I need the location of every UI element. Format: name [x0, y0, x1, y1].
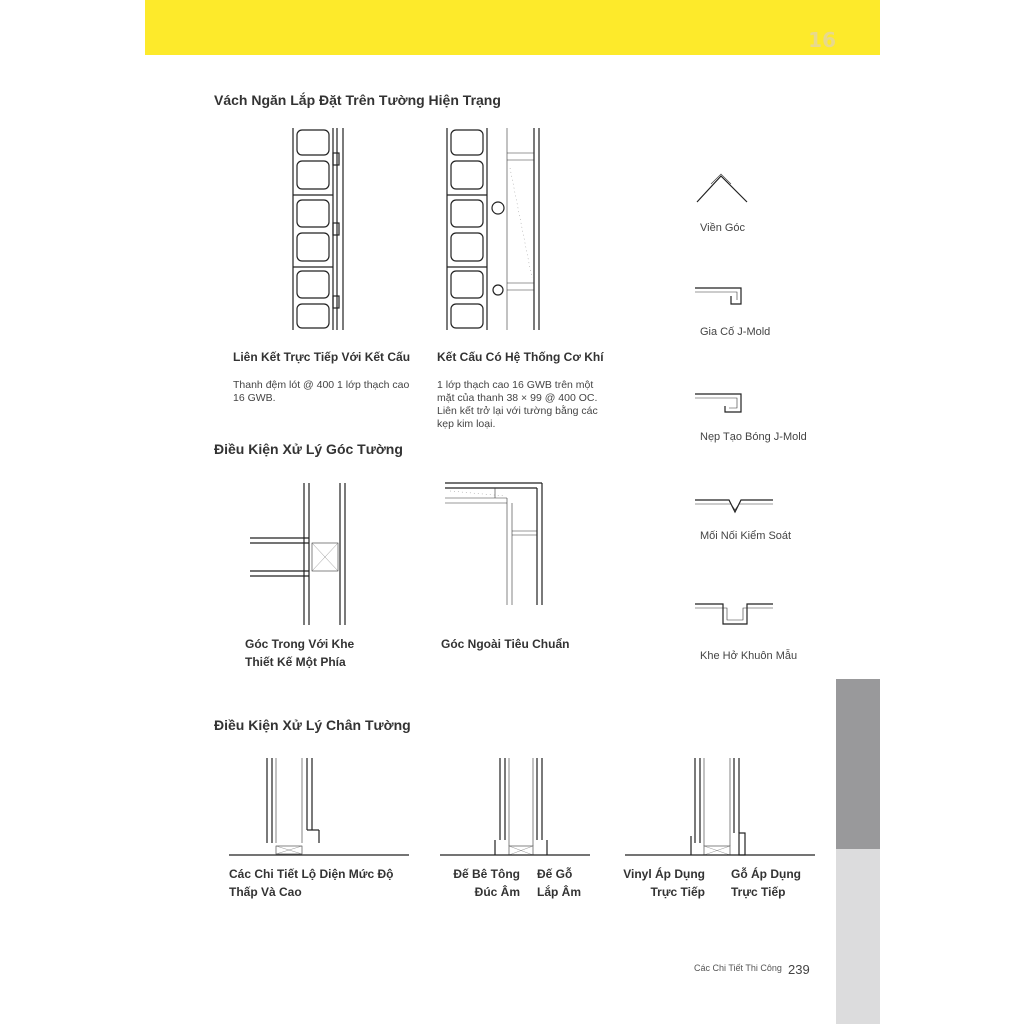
footer-section-name: Các Chi Tiết Thi Công — [694, 963, 782, 973]
trim-label-shadow-j-mold: Nẹp Tạo Bóng J-Mold — [700, 431, 807, 443]
page-number: 239 — [788, 962, 810, 977]
outside-corner-drawing — [445, 483, 545, 605]
reveal-icon — [695, 602, 775, 626]
trim-label-j-mold: Gia Cố J-Mold — [700, 326, 771, 338]
caption-wood-base-line1: Đế Gỗ — [537, 867, 573, 881]
shadow-j-mold-icon — [695, 392, 745, 414]
caption-mechanical-system: Kết Cấu Có Hệ Thống Cơ Khí — [437, 350, 604, 364]
inside-corner-drawing — [250, 483, 350, 625]
chapter-number: 16 — [808, 28, 836, 52]
trim-label-reveal: Khe Hở Khuôn Mẫu — [700, 650, 798, 662]
caption-base-exposure-line2: Thấp Và Cao — [229, 885, 302, 899]
caption-concrete-base-line2: Đúc Âm — [474, 885, 520, 899]
description-mechanical-system: 1 lớp thạch cao 16 GWB trên một mặt của thanh 38 × 99 @ 400 OC. Liên kết trở lại với tường bằng các kẹp kim loại. — [437, 379, 598, 430]
caption-concrete-base-line1: Đế Bê Tông — [453, 867, 520, 881]
side-tab-light — [836, 849, 880, 1024]
base-exposure-drawing — [229, 758, 409, 858]
caption-vinyl-base — [615, 865, 705, 901]
caption-inside-corner — [245, 635, 425, 671]
caption-concrete-base — [440, 865, 520, 901]
caption-inside-corner-line1: Góc Trong Với Khe — [245, 637, 355, 651]
trim-label-control-joint: Mối Nối Kiểm Soát — [700, 530, 792, 542]
caption-applied-wood-base-line2: Trực Tiếp — [731, 885, 786, 899]
j-mold-icon — [695, 286, 745, 308]
caption-vinyl-base-line1: Vinyl Áp Dụng — [623, 867, 705, 881]
caption-wood-base-line2: Lắp Âm — [537, 885, 582, 899]
section-title-existing-wall: Vách Ngăn Lắp Đặt Trên Tường Hiện Trạng — [214, 92, 501, 108]
chapter-header-bar — [145, 0, 880, 55]
caption-outside-corner: Góc Ngoài Tiêu Chuẩn — [441, 637, 570, 651]
caption-base-exposure-line1: Các Chi Tiết Lộ Diện Mức Độ — [229, 867, 394, 881]
applied-base-drawing — [625, 758, 815, 858]
recessed-base-drawing — [440, 758, 590, 858]
section-title-corner: Điều Kiện Xử Lý Góc Tường — [214, 441, 403, 457]
caption-applied-wood-base-line1: Gỗ Áp Dụng — [731, 867, 801, 881]
section-title-base: Điều Kiện Xử Lý Chân Tường — [214, 717, 411, 733]
caption-direct-attach: Liên Kết Trực Tiếp Với Kết Cấu — [233, 350, 411, 364]
caption-base-exposure — [229, 865, 429, 901]
mechanical-system-drawing — [444, 128, 548, 330]
control-joint-icon — [695, 496, 775, 516]
direct-attach-drawing — [290, 128, 350, 330]
side-tab-dark — [836, 679, 880, 849]
trim-label-corner-bead: Viền Góc — [700, 222, 746, 234]
corner-bead-icon — [695, 172, 749, 204]
description-direct-attach: Thanh đệm lót @ 400 1 lớp thạch cao 16 GWB. — [233, 379, 410, 404]
caption-inside-corner-line2: Thiết Kế Một Phía — [245, 655, 346, 669]
caption-applied-wood-base — [731, 865, 821, 901]
caption-vinyl-base-line2: Trực Tiếp — [650, 885, 705, 899]
caption-wood-base — [537, 865, 617, 901]
